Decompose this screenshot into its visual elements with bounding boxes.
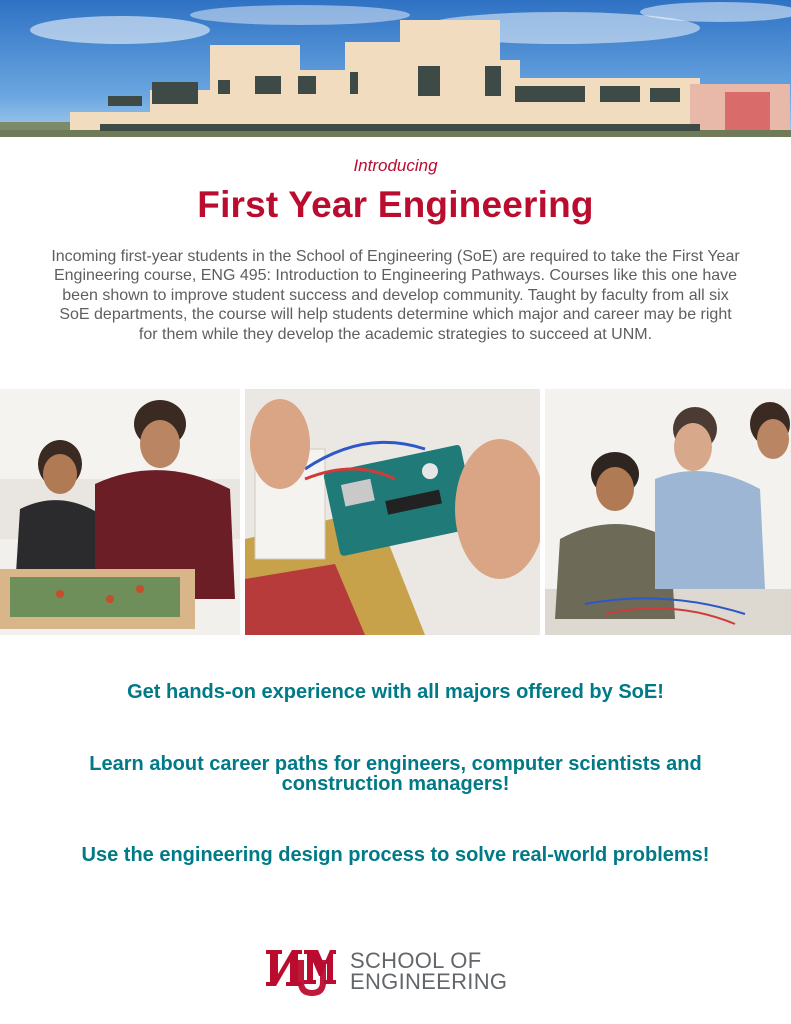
highlight-hands-on: Get hands-on experience with all majors offered by SoE! xyxy=(127,681,664,703)
instructor-students-photo xyxy=(545,389,791,635)
photo-strip xyxy=(0,389,791,635)
highlight-career-paths: Learn about career paths for engineers, computer scientists and construction managers! xyxy=(89,753,702,795)
logo-line-1: SCHOOL OF xyxy=(350,948,482,973)
kicker-introducing: Introducing xyxy=(353,156,438,175)
hero-building-photo xyxy=(0,0,791,137)
highlight-design-process: Use the engineering design process to solve real-world problems! xyxy=(81,844,710,866)
page-title: First Year Engineering xyxy=(197,184,594,225)
unm-logo-icon xyxy=(264,946,338,996)
logo-line-2: ENGINEERING xyxy=(350,969,508,994)
intro-paragraph: Incoming first-year students in the School of Engineering (SoE) are required to take the First Year Engineering course, ENG 495: Introduction to Engineering Pathways. Courses like this one have been shown to improve student success and develop community. Taught by faculty from all six SoE departments, the course will help students determine which major and career may be right for them while they develop the academic strategies to succeed at UNM. xyxy=(51,248,740,343)
logo-wordmark xyxy=(350,950,507,992)
arduino-photo xyxy=(245,389,540,635)
school-of-engineering-logo xyxy=(264,946,524,998)
students-project-photo xyxy=(0,389,240,635)
